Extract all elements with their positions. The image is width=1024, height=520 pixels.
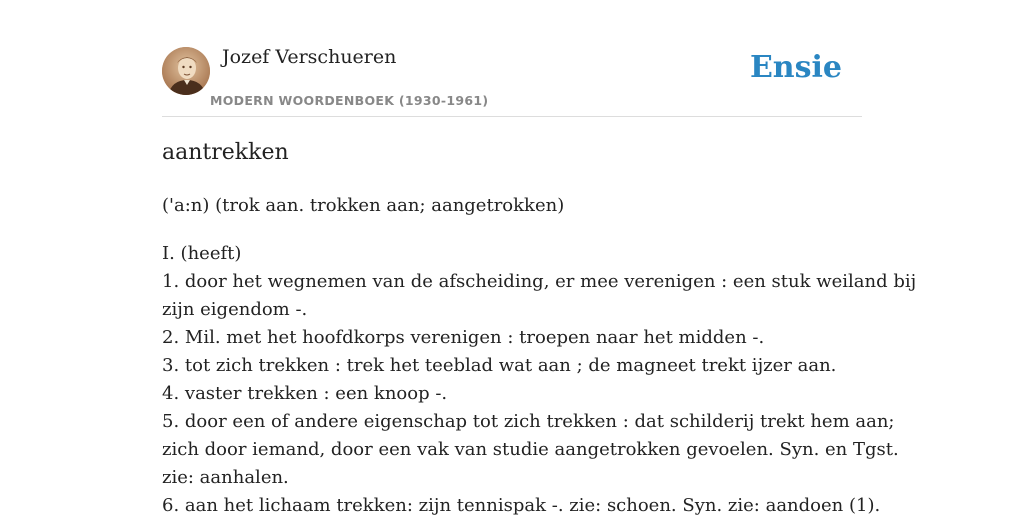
definition-line: 4. vaster trekken : een knoop -. <box>162 383 448 404</box>
entry-definitions <box>162 240 917 520</box>
brand-logo[interactable]: Ensie <box>749 50 842 85</box>
page <box>162 0 917 516</box>
header <box>162 0 862 117</box>
definition-line: 6. aan het lichaam trekken: zijn tennispak -. zie: schoen. Syn. zie: aandoen (1). <box>162 495 881 516</box>
definition-line: 1. door het wegnemen van de afscheiding, er mee verenigen : een stuk weiland bij <box>162 271 917 292</box>
definition-line: zie: aanhalen. <box>162 467 289 488</box>
author-name[interactable]: Jozef Verschueren <box>222 46 397 68</box>
definition-line: zijn eigendom -. <box>162 299 308 320</box>
entry-pronunciation: ('a:n) (trok aan. trokken aan; aangetrokken) <box>162 195 565 216</box>
definition-line: 3. tot zich trekken : trek het teeblad wat aan ; de magneet trekt ijzer aan. <box>162 355 837 376</box>
source-title[interactable]: MODERN WOORDENBOEK (1930-1961) <box>210 93 489 108</box>
author-avatar <box>162 47 210 95</box>
definition-line: 5. door een of andere eigenschap tot zich trekken : dat schilderij trekt hem aan; <box>162 411 895 432</box>
definition-line: I. (heeft) <box>162 243 242 264</box>
definition-line: 2. Mil. met het hoofdkorps verenigen : troepen naar het midden -. <box>162 327 765 348</box>
definition-line: zich door iemand, door een vak van studie aangetrokken gevoelen. Syn. en Tgst. <box>162 439 899 460</box>
entry-headword: aantrekken <box>162 140 289 165</box>
author-portrait-image <box>162 47 210 95</box>
